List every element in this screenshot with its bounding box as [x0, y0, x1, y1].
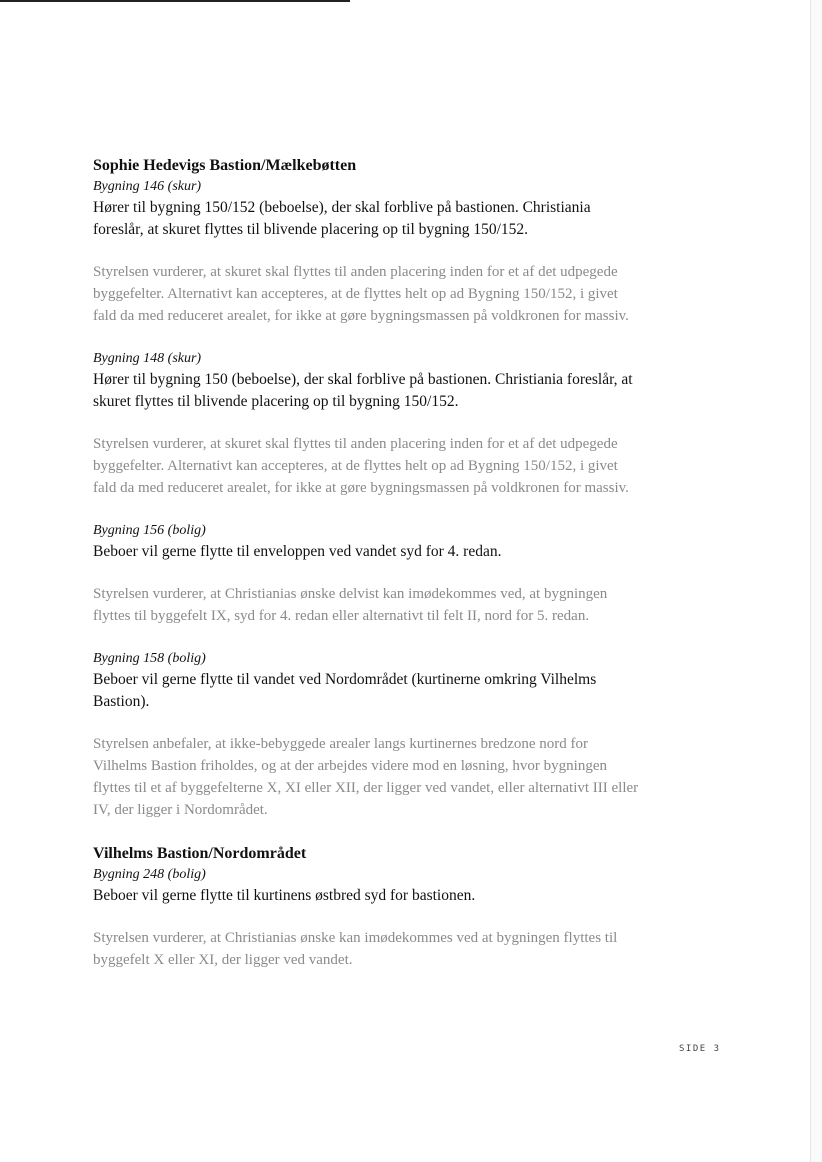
section-title: Sophie Hedevigs Bastion/Mælkebøtten [93, 157, 357, 174]
agency-response: Styrelsen vurderer, at Christianias ønske delvist kan imødekommes ved, at bygningen flyttes til byggefelt IX, syd for 4. redan eller alternativt til felt II, nord for 5. redan. [93, 586, 608, 624]
page-number: SIDE 3 [679, 1044, 721, 1054]
entry [93, 521, 641, 627]
building-label: Bygning 158 (bolig) [93, 651, 206, 666]
entry-description: Beboer vil gerne flytte til kurtinens østbred syd for bastionen. [93, 887, 476, 904]
agency-response: Styrelsen vurderer, at Christianias ønske kan imødekommes ved at bygningen flyttes til byggefelt X eller XI, der ligger ved vandet. [93, 930, 618, 968]
section [93, 843, 641, 971]
building-label: Bygning 156 (bolig) [93, 523, 206, 538]
section-title: Vilhelms Bastion/Nordområdet [93, 845, 307, 862]
entry [93, 865, 641, 971]
entry-description: Hører til bygning 150/152 (beboelse), der skal forblive på bastionen. Christiania foreslår, at skuret flyttes til blivende placering op til bygning 150/152. [93, 199, 591, 238]
building-label: Bygning 248 (bolig) [93, 867, 206, 882]
agency-response: Styrelsen anbefaler, at ikke-bebyggede arealer langs kurtinernes bredzone nord for Vilhelms Bastion friholdes, og at der arbejdes videre mod en løsning, hvor bygningen flyttes til et af byggefelterne X, XI eller XII, der ligger ved vandet, eller alternativt III eller IV, der ligger i Nordområdet. [93, 736, 639, 818]
scan-artifact-top-line [0, 0, 350, 2]
entry-description: Beboer vil gerne flytte til enveloppen ved vandet syd for 4. redan. [93, 543, 502, 560]
scan-artifact-right-edge [810, 0, 822, 1162]
section [93, 155, 641, 821]
entry-description: Beboer vil gerne flytte til vandet ved Nordområdet (kurtinerne omkring Vilhelms Bastion). [93, 671, 597, 710]
agency-response: Styrelsen vurderer, at skuret skal flyttes til anden placering inden for et af det udpegede byggefelter. Alternativt kan accepteres, at de flyttes helt op ad Bygning 150/152, i givet fald da med reduceret arealet, for ikke at gøre bygningsmassen på voldkronen for massiv. [93, 264, 629, 324]
building-label: Bygning 146 (skur) [93, 179, 202, 194]
entry [93, 349, 641, 499]
entry [93, 649, 641, 821]
building-label: Bygning 148 (skur) [93, 351, 202, 366]
entry-description: Hører til bygning 150 (beboelse), der skal forblive på bastionen. Christiania foreslår, at skuret flyttes til blivende placering op til bygning 150/152. [93, 371, 633, 410]
document-body [93, 155, 641, 971]
entry [93, 177, 641, 327]
agency-response: Styrelsen vurderer, at skuret skal flyttes til anden placering inden for et af det udpegede byggefelter. Alternativt kan accepteres, at de flyttes helt op ad Bygning 150/152, i givet fald da med reduceret arealet, for ikke at gøre bygningsmassen på voldkronen for massiv. [93, 436, 629, 496]
